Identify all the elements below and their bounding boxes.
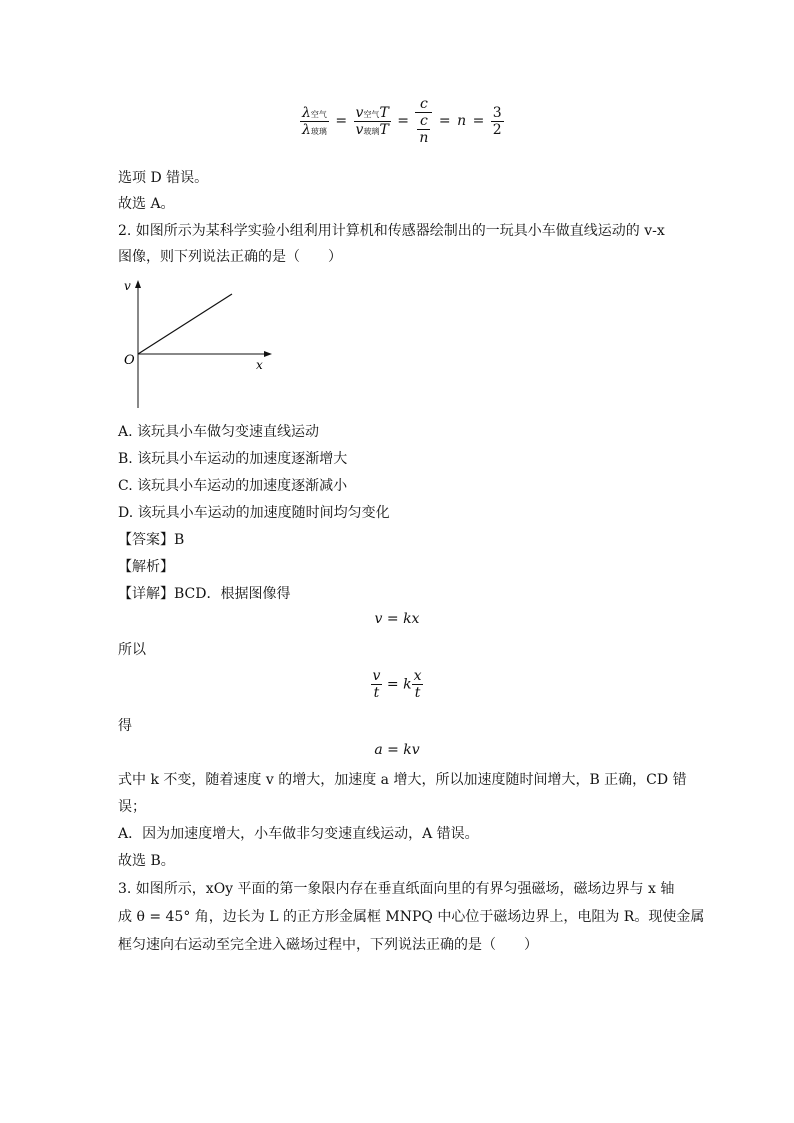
detail-text: 【详解】BCD．根据图像得: [118, 586, 291, 602]
v-x-graph: [118, 278, 278, 413]
question-2-line-2: 图像，则下列说法正确的是（ ）: [118, 249, 342, 265]
d-wrong-text: 选项 D 错误。: [118, 170, 209, 186]
explanation-line-1: 式中 k 不变，随着速度 v 的增大，加速度 a 增大，所以加速度随时间增大，B 正确，CD 错: [118, 772, 687, 788]
y-axis-arrow-icon: [135, 280, 141, 288]
question-3-line-3: 框匀速向右运动至完全进入磁场过程中，下列说法正确的是（ ）: [118, 937, 538, 953]
x-axis-label: x: [256, 358, 263, 372]
three-halves: $\frac{3}{2}$: [492, 104, 502, 138]
explanation-line-2: 误；: [118, 799, 146, 815]
analysis-heading: 【解析】: [118, 559, 174, 575]
equation-v-t: $\frac{v}{t}$ = k $\frac{x}{t}$: [372, 668, 422, 701]
question-2-line-1: 2. 如图所示为某科学实验小组利用计算机和传感器绘制出的一玩具小车做直线运动的 v-x: [118, 223, 665, 239]
option-c: C. 该玩具小车运动的加速度逐渐减小: [118, 478, 348, 494]
velocity-period-ratio: $\frac{\text{v空气T}}{\text{v玻璃T}}$: [355, 104, 389, 138]
option-b: B. 该玩具小车运动的加速度逐渐增大: [118, 451, 348, 467]
choose-a-text: 故选 A。: [118, 196, 175, 212]
lambda-ratio: $\frac{\text{λ空气}}{\text{λ玻璃}}$: [302, 104, 327, 138]
answer-text: 【答案】B: [118, 532, 185, 548]
question-3-line-2: 成 θ = 45° 角，边长为 L 的正方形金属框 MNPQ 中心位于磁场边界上，电阻为 R。现使金属: [118, 909, 705, 925]
x-axis-arrow-icon: [264, 351, 272, 357]
choose-b-text: 故选 B。: [118, 853, 175, 869]
c-over-c-n: $\frac{c}{\frac{c}{n}}$: [415, 96, 432, 146]
equation-a-kv: a = kv: [374, 742, 420, 758]
origin-label: O: [124, 353, 135, 368]
question-3-line-1: 3. 如图所示，xOy 平面的第一象限内存在垂直纸面向里的有界匀强磁场，磁场边界与 x 轴: [118, 881, 675, 897]
v-x-line: [138, 294, 232, 354]
so-text: 所以: [118, 642, 146, 658]
y-axis-label: v: [124, 279, 131, 293]
equation-v-kx: v = kx: [374, 611, 420, 627]
option-a: A. 该玩具小车做匀变速直线运动: [118, 424, 320, 440]
option-d: D. 该玩具小车运动的加速度随时间均匀变化: [118, 505, 390, 521]
a-reason-text: A．因为加速度增大，小车做非匀变速直线运动，A 错误。: [118, 826, 479, 842]
get-text: 得: [118, 718, 132, 734]
refraction-formula: $\frac{\text{λ空气}}{\text{λ玻璃}}$ = $\frac{\text{v空气T}}{\text{v玻璃T}}$ = $\frac{c}{\frac{c}{n}}$ = n = $\frac{3}{2}$: [302, 96, 502, 146]
